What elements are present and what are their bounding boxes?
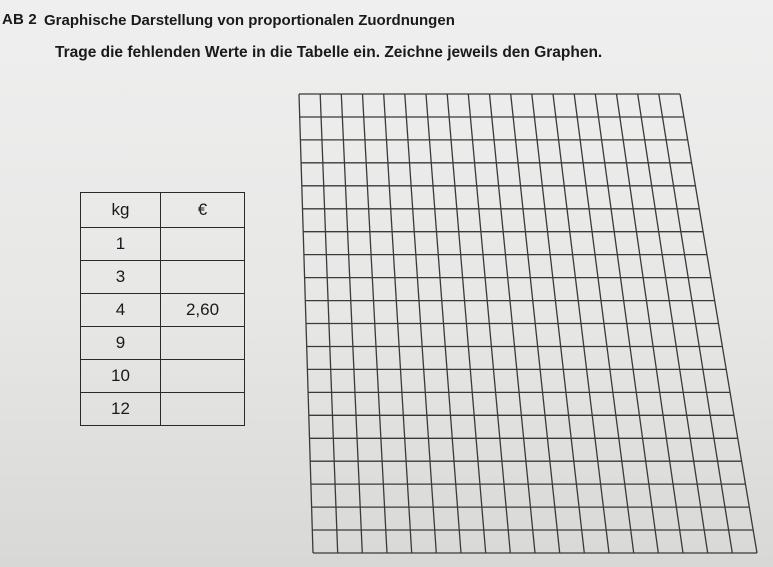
header-kg: kg	[81, 193, 161, 228]
cell-kg: 10	[81, 360, 161, 393]
instruction-text: Trage die fehlenden Werte in die Tabelle ein. Zeichne jeweils den Graphen.	[55, 44, 603, 61]
cell-euro-input[interactable]	[161, 360, 245, 393]
cell-euro-input[interactable]	[161, 228, 245, 261]
cell-euro-input[interactable]	[161, 327, 245, 360]
worksheet-number: AB 2	[2, 11, 37, 28]
table-row	[81, 228, 245, 261]
table-row	[81, 294, 245, 327]
cell-euro-input[interactable]	[161, 261, 245, 294]
cell-kg: 12	[81, 393, 161, 426]
graph-paper-grid[interactable]	[295, 90, 765, 560]
cell-kg: 3	[81, 261, 161, 294]
header-euro: €	[161, 193, 245, 228]
table-row	[81, 360, 245, 393]
table-header-row	[81, 193, 245, 228]
cell-kg: 4	[81, 294, 161, 327]
cell-euro: 2,60	[161, 294, 245, 327]
value-table	[80, 192, 245, 426]
table-row	[81, 327, 245, 360]
table-row	[81, 393, 245, 426]
worksheet-title: Graphische Darstellung von proportionalen Zuordnungen	[44, 12, 455, 29]
table-row	[81, 261, 245, 294]
cell-kg: 1	[81, 228, 161, 261]
cell-euro-input[interactable]	[161, 393, 245, 426]
cell-kg: 9	[81, 327, 161, 360]
